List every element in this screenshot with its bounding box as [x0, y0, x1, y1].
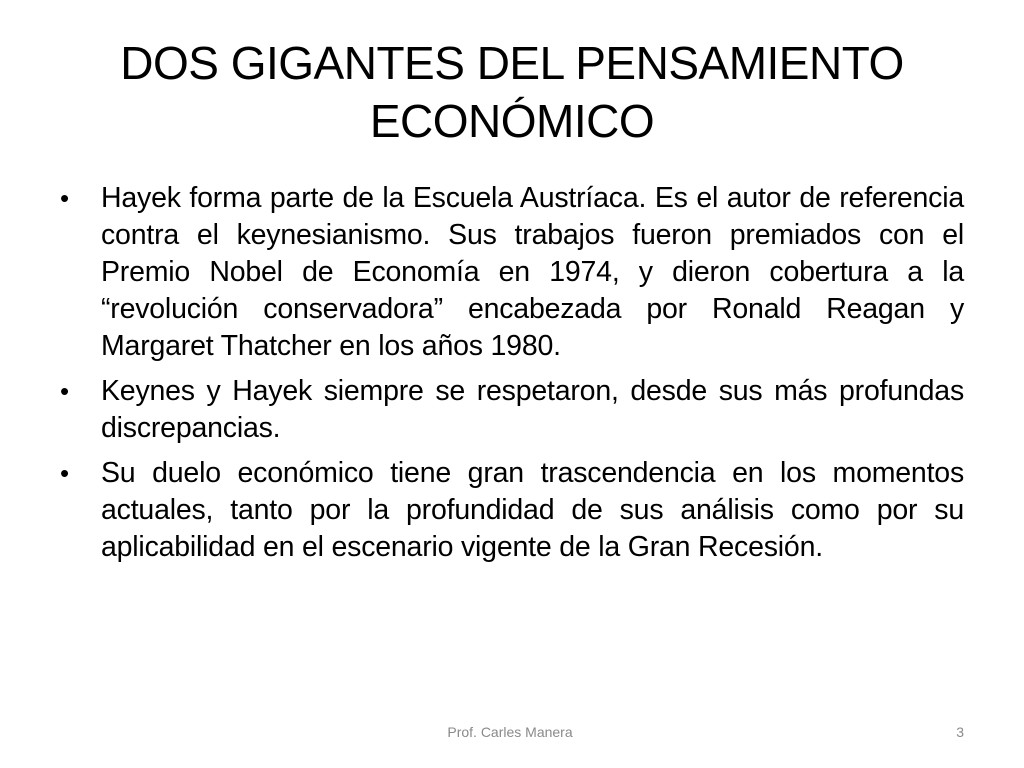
slide-title-line-1: DOS GIGANTES DEL PENSAMIENTO — [120, 37, 904, 89]
bullet-dot-icon: • — [60, 376, 70, 406]
bullet-text: Keynes y Hayek siempre se respetaron, desde sus más profundas discrepancias. — [101, 375, 964, 444]
slide-title-line-2: ECONÓMICO — [369, 95, 655, 147]
bullet-item-duel — [58, 455, 964, 566]
footer-author: Prof. Carles Manera — [447, 724, 573, 740]
page-number: 3 — [956, 724, 964, 740]
bullet-text: Hayek forma parte de la Escuela Austríaca. Es el autor de referencia contra el keynesianismo. Sus trabajos fueron premiados con el Premio Nobel de Economía en 1974, y dieron cobertura a la “revolución conservadora” encabezada por Ronald Reagan y Margaret Thatcher en los años 1980. — [101, 182, 964, 362]
bullet-dot-icon: • — [60, 458, 70, 488]
bullet-text: Su duelo económico tiene gran trascendencia en los momentos actuales, tanto por la profundidad de sus análisis como por su aplicabilidad en el escenario vigente de la Gran Recesión. — [101, 457, 964, 563]
bullet-item-respect — [58, 373, 964, 447]
bullet-dot-icon: • — [60, 183, 70, 213]
slide-title — [60, 34, 964, 150]
bullet-list — [58, 180, 964, 574]
bullet-item-hayek — [58, 180, 964, 365]
